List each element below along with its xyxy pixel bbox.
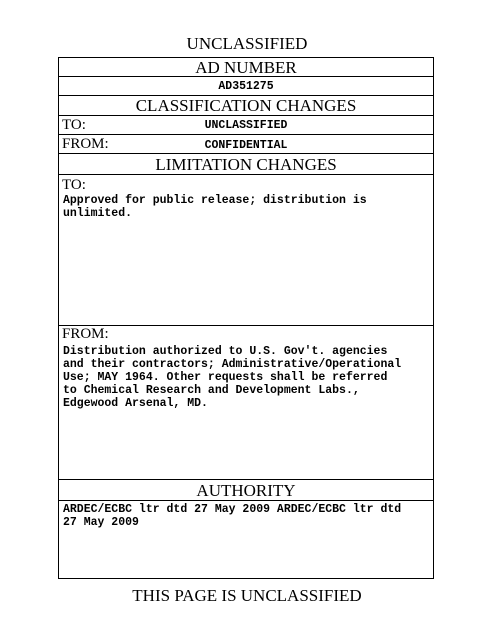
classification-from-row (59, 135, 433, 154)
classification-banner-top: UNCLASSIFIED (186, 34, 308, 53)
classification-to-label: TO: (62, 117, 86, 133)
authority-block (59, 501, 433, 577)
classification-to-value: UNCLASSIFIED (204, 119, 288, 132)
ad-number-heading: AD NUMBER (59, 58, 433, 77)
authority-heading: AUTHORITY (59, 480, 433, 501)
limitation-changes-heading: LIMITATION CHANGES (59, 154, 433, 175)
limitation-from-label: FROM: (62, 326, 109, 342)
ad-number-value: AD351275 (59, 77, 433, 96)
classification-changes-heading: CLASSIFICATION CHANGES (59, 96, 433, 116)
classification-from-label: FROM: (62, 136, 109, 152)
limitation-from-block (59, 326, 433, 480)
classification-banner-bottom: THIS PAGE IS UNCLASSIFIED (132, 586, 362, 605)
classification-from-value: CONFIDENTIAL (204, 139, 288, 152)
limitation-to-block (59, 175, 433, 326)
document-control-form (58, 57, 434, 579)
authority-text: ARDEC/ECBC ltr dtd 27 May 2009 ARDEC/ECBC ltr dtd 27 May 2009 (63, 503, 402, 529)
limitation-to-label: TO: (62, 177, 86, 193)
classification-to-row (59, 116, 433, 135)
limitation-from-text: Distribution authorized to U.S. Gov't. agencies and their contractors; Administrative/Operational Use; MAY 1964. Other requests shall be referred to Chemical Research and Development Labs., Edgewood Arsenal, MD. (63, 345, 402, 410)
limitation-to-text: Approved for public release; distribution is unlimited. (63, 194, 367, 220)
